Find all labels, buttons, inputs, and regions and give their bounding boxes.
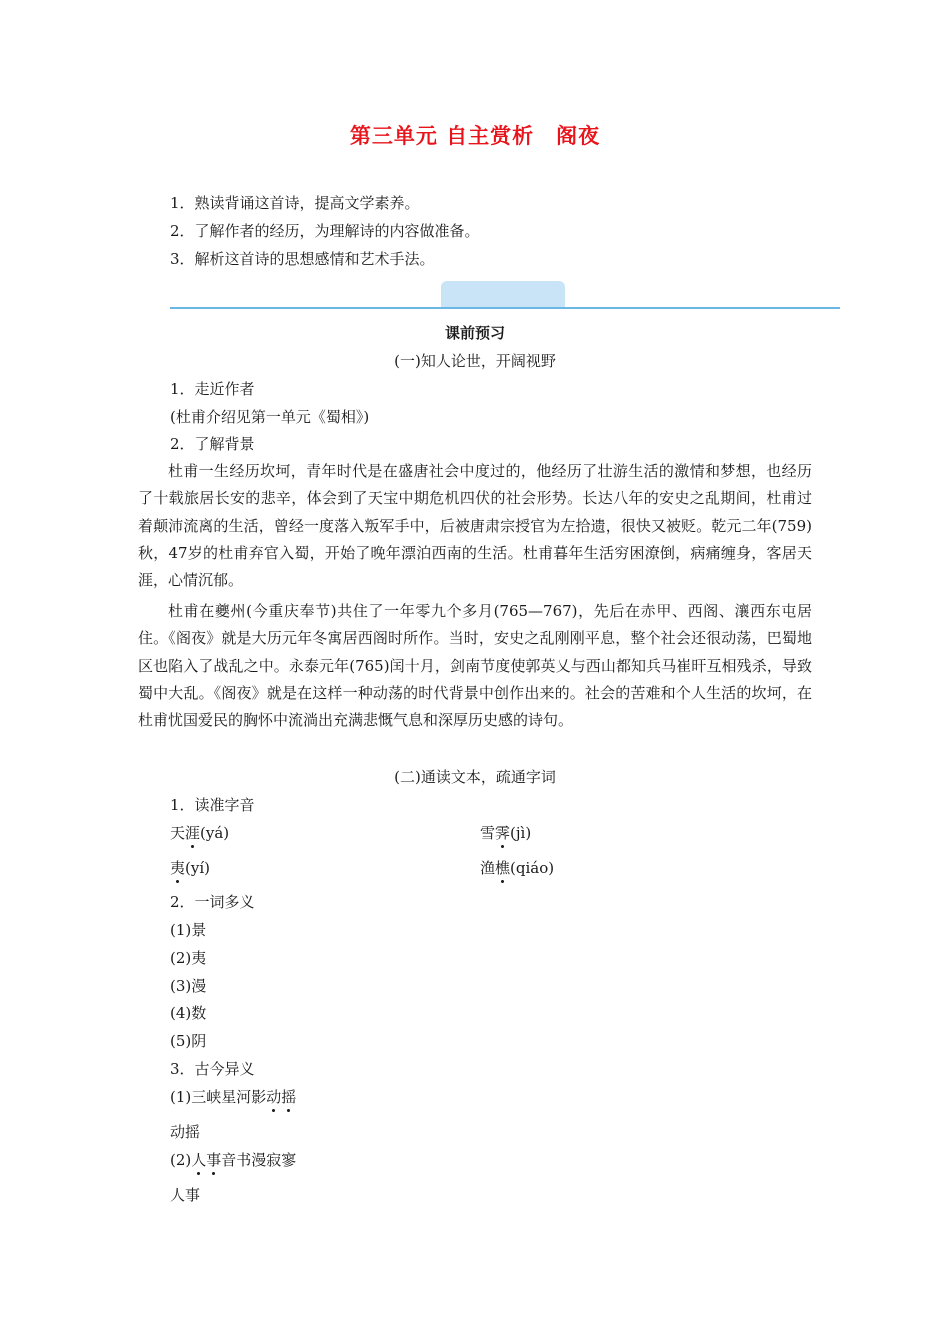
goal-item: 2．了解作者的经历，为理解诗的内容做准备。 — [170, 222, 480, 240]
pron-entry: 夷(yí) — [170, 859, 210, 877]
background-paragraph-1: 杜甫一生经历坎坷，青年时代是在盛唐社会中度过的，他经历了壮游生活的激情和梦想，也经历了十载旅居长安的悲辛，体会到了天宝中期危机四伏的社会形势。长达八年的安史之乱期间，杜甫过着颠沛流离的生活，曾经一度落入叛军手中，后被唐肃宗授官为左拾遗，很快又被贬。乾元二年(759)秋，47岁的杜甫弃官入蜀，开始了晚年漂泊西南的生活。杜甫暮年生活穷困潦倒，病痛缠身，客居天涯，心情沉郁。 — [138, 462, 812, 590]
banner-rule — [170, 307, 840, 309]
item-pronunciation: 1．读准字音 — [170, 796, 255, 814]
dotted-char: 涯 — [185, 824, 201, 842]
pron-entry: 雪霁(jì) — [480, 824, 532, 842]
item-polysemy: 2．一词多义 — [170, 893, 255, 911]
dotted-char: 动 — [266, 1088, 282, 1106]
example-sentence: (1)三峡星河影动摇 — [170, 1088, 297, 1106]
dotted-char: 夷 — [170, 859, 186, 877]
banner-tab — [441, 281, 565, 307]
pron-entry: 渔樵(qiáo) — [480, 859, 555, 877]
page-title: 第三单元 自主赏析 阁夜 — [349, 124, 601, 148]
example-sentence: (2)人事音书漫寂寥 — [170, 1151, 297, 1169]
part2-heading: (二)通读文本，疏通字词 — [394, 768, 556, 786]
polysemy-item: (1)景 — [170, 921, 207, 939]
dotted-char: 霁 — [495, 824, 511, 842]
author-note: (杜甫介绍见第一单元《蜀相》) — [170, 408, 370, 426]
item-background: 2．了解背景 — [170, 435, 255, 453]
polysemy-item: (3)漫 — [170, 977, 207, 995]
section-banner — [170, 281, 840, 309]
dotted-char: 樵 — [495, 859, 511, 877]
part1-heading: (一)知人论世，开阔视野 — [394, 352, 556, 370]
example-word: 动摇 — [170, 1123, 201, 1141]
preview-heading: 课前预习 — [444, 324, 505, 342]
dotted-char: 事 — [206, 1151, 222, 1169]
polysemy-item: (2)夷 — [170, 949, 207, 967]
dotted-char: 人 — [191, 1151, 207, 1169]
pron-entry: 天涯(yá) — [170, 824, 230, 842]
item-author: 1．走近作者 — [170, 380, 255, 398]
example-word: 人事 — [170, 1186, 201, 1204]
dotted-char: 摇 — [281, 1088, 297, 1106]
goal-item: 1．熟读背诵这首诗，提高文学素养。 — [170, 194, 420, 212]
background-paragraph-2: 杜甫在夔州(今重庆奉节)共住了一年零九个多月(765—767)，先后在赤甲、西阁、瀼西东屯居住。《阁夜》就是大历元年冬寓居西阁时所作。当时，安史之乱刚刚平息，整个社会还很动荡，巴蜀地区也陷入了战乱之中。永泰元年(765)闰十月，剑南节度使郭英乂与西山都知兵马崔旰互相残杀，导致蜀中大乱。《阁夜》就是在这样一种动荡的时代背景中创作出来的。社会的苦难和个人生活的坎坷，在杜甫忧国爱民的胸怀中流淌出充满悲慨气息和深厚历史感的诗句。 — [138, 602, 812, 730]
goal-item: 3．解析这首诗的思想感情和艺术手法。 — [170, 250, 435, 268]
item-ancient-modern: 3．古今异义 — [170, 1060, 255, 1078]
polysemy-item: (5)阴 — [170, 1032, 207, 1050]
polysemy-item: (4)数 — [170, 1004, 207, 1022]
